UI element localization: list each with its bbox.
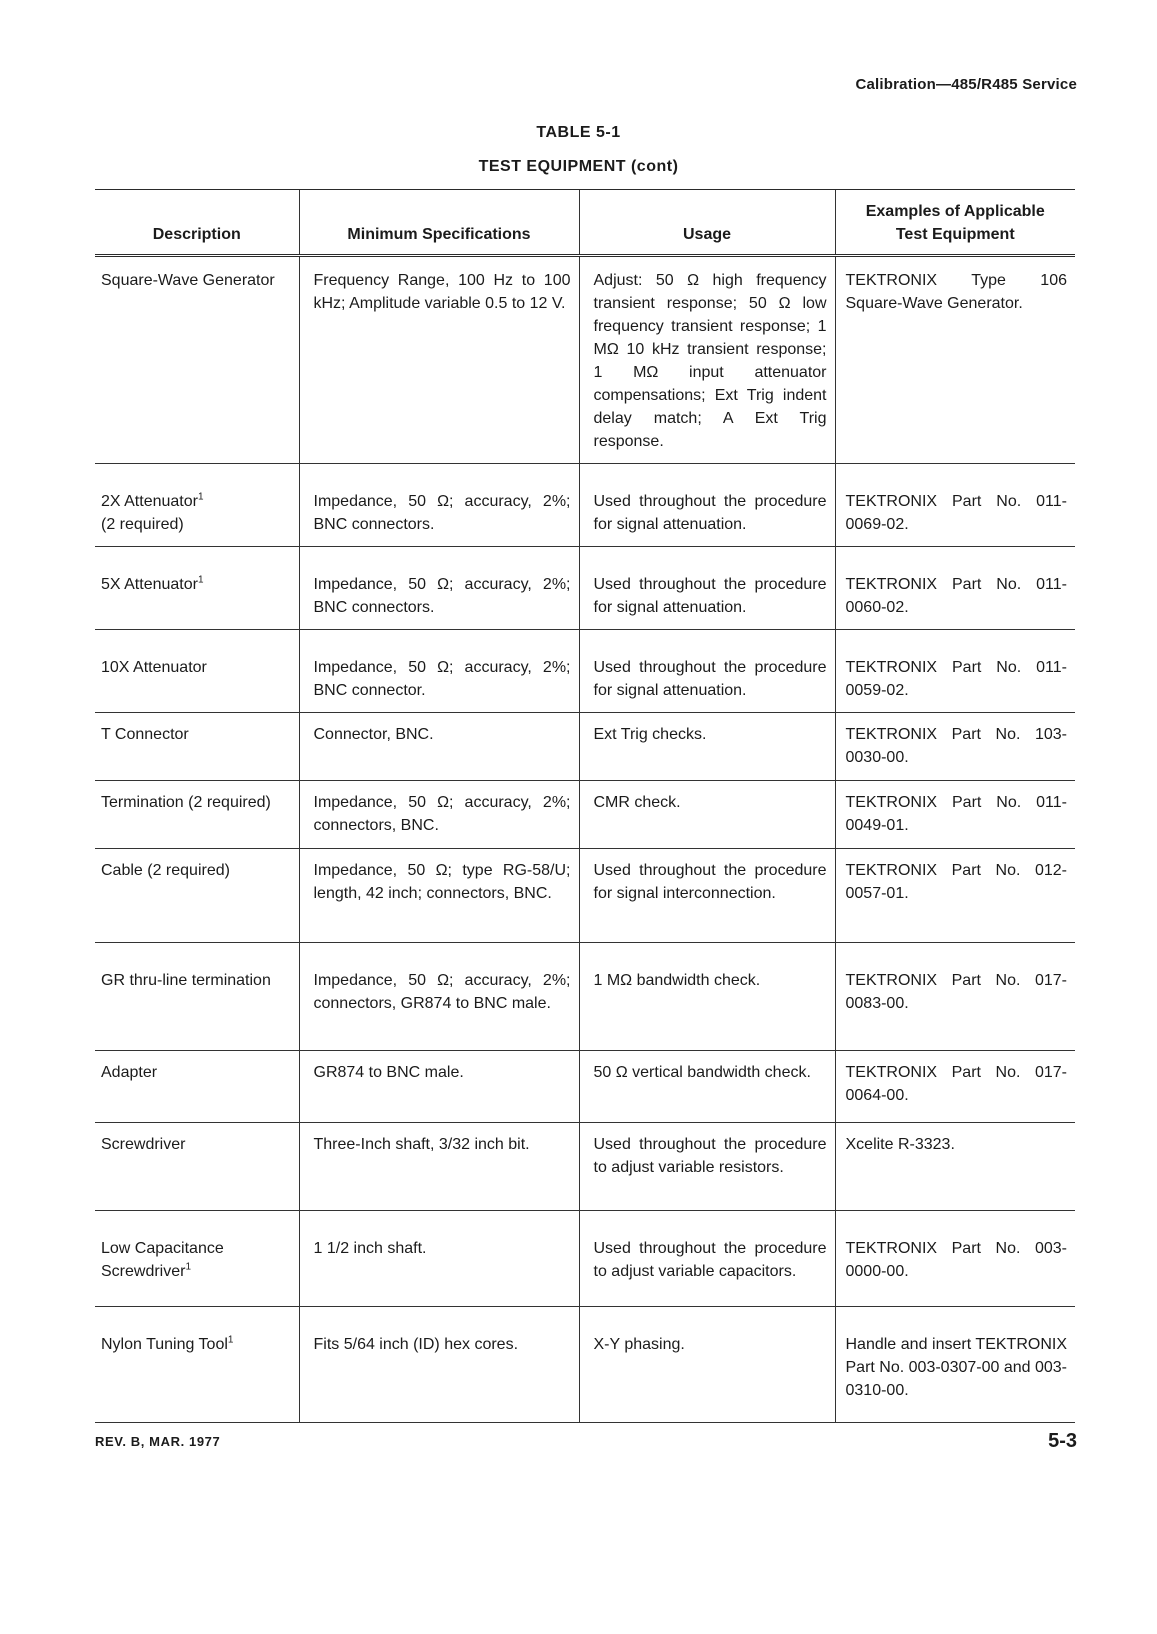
description-text: 10X Attenuator	[101, 659, 207, 676]
column-header-description: Description	[95, 190, 299, 256]
cell-specifications: Fits 5/64 inch (ID) hex cores.	[299, 1307, 579, 1423]
cell-description	[95, 713, 299, 781]
cell-description	[95, 1123, 299, 1211]
cell-description	[95, 630, 299, 713]
cell-specifications: Impedance, 50 Ω; accuracy, 2%; connectors, GR874 to BNC male.	[299, 943, 579, 1051]
description-text: Screwdriver	[101, 1136, 186, 1153]
table-number: TABLE 5-1	[536, 124, 621, 141]
cell-examples: TEKTRONIX Part No. 017-0083-00.	[835, 943, 1075, 1051]
cell-description	[95, 256, 299, 464]
cell-usage: Used throughout the procedure for signal interconnection.	[579, 849, 835, 943]
cell-examples: Xcelite R-3323.	[835, 1123, 1075, 1211]
footnote-marker: 1	[197, 491, 204, 503]
cell-usage: 1 MΩ bandwidth check.	[579, 943, 835, 1051]
column-header-examples-line2: Test Equipment	[895, 226, 1015, 243]
cell-examples: Handle and insert TEKTRONIX Part No. 003-0307-00 and 003-0310-00.	[835, 1307, 1075, 1423]
cell-examples: TEKTRONIX Part No. 011-0069-02.	[835, 464, 1075, 547]
cell-description	[95, 943, 299, 1051]
cell-examples: TEKTRONIX Part No. 017-0064-00.	[835, 1051, 1075, 1123]
description-text: Low Capacitance Screwdriver	[101, 1240, 224, 1280]
table-row	[95, 630, 1075, 713]
footnote-marker: 1	[197, 574, 204, 586]
footnote-marker: 1	[185, 1261, 192, 1273]
description-text: Square-Wave Generator	[101, 272, 275, 289]
cell-usage: Used throughout the procedure for signal attenuation.	[579, 464, 835, 547]
column-header-examples	[835, 190, 1075, 256]
cell-description	[95, 547, 299, 630]
column-header-examples-line1: Examples of Applicable	[865, 203, 1045, 220]
description-text: Cable (2 required)	[101, 862, 230, 879]
description-text: 2X Attenuator	[101, 493, 198, 510]
table-header-row	[95, 190, 1075, 256]
cell-usage: Used throughout the procedure for signal attenuation.	[579, 630, 835, 713]
column-header-specifications: Minimum Specifications	[299, 190, 579, 256]
table-row	[95, 713, 1075, 781]
table-row	[95, 1211, 1075, 1307]
cell-description	[95, 464, 299, 547]
cell-description	[95, 1307, 299, 1423]
cell-specifications: Frequency Range, 100 Hz to 100 kHz; Amplitude variable 0.5 to 12 V.	[299, 256, 579, 464]
cell-description	[95, 849, 299, 943]
cell-specifications: GR874 to BNC male.	[299, 1051, 579, 1123]
table-row	[95, 781, 1075, 849]
cell-usage: Ext Trig checks.	[579, 713, 835, 781]
description-text: T Connector	[101, 726, 189, 743]
cell-description	[95, 1051, 299, 1123]
description-text: GR thru-line termination	[101, 972, 271, 989]
description-text: Termination (2 required)	[101, 794, 271, 811]
running-head: Calibration—485/R485 Service	[855, 76, 1077, 93]
cell-specifications: Connector, BNC.	[299, 713, 579, 781]
cell-usage: Used throughout the procedure to adjust variable resistors.	[579, 1123, 835, 1211]
cell-usage: 50 Ω vertical bandwidth check.	[579, 1051, 835, 1123]
description-text: 5X Attenuator	[101, 576, 198, 593]
table-row	[95, 849, 1075, 943]
cell-specifications: Impedance, 50 Ω; accuracy, 2%; connectors, BNC.	[299, 781, 579, 849]
page-number: 5-3	[1048, 1430, 1077, 1452]
cell-specifications: Impedance, 50 Ω; type RG-58/U; length, 42 inch; connectors, BNC.	[299, 849, 579, 943]
cell-examples: TEKTRONIX Part No. 012-0057-01.	[835, 849, 1075, 943]
cell-examples: TEKTRONIX Part No. 011-0049-01.	[835, 781, 1075, 849]
cell-examples: TEKTRONIX Part No. 011-0059-02.	[835, 630, 1075, 713]
column-header-usage: Usage	[579, 190, 835, 256]
cell-usage: Adjust: 50 Ω high frequency transient response; 50 Ω low frequency transient response; 1 MΩ 10 kHz transient response; 1 MΩ input attenuator compensations; Ext Trig indent delay match; A Ext Trig response.	[579, 256, 835, 464]
cell-specifications: Impedance, 50 Ω; accuracy, 2%; BNC connectors.	[299, 464, 579, 547]
cell-specifications: 1 1/2 inch shaft.	[299, 1211, 579, 1307]
cell-usage: Used throughout the procedure for signal attenuation.	[579, 547, 835, 630]
cell-usage: CMR check.	[579, 781, 835, 849]
cell-specifications: Impedance, 50 Ω; accuracy, 2%; BNC connector.	[299, 630, 579, 713]
description-text: Nylon Tuning Tool	[101, 1336, 228, 1353]
cell-examples: TEKTRONIX Part No. 103-0030-00.	[835, 713, 1075, 781]
description-extra: (2 required)	[101, 516, 184, 533]
table-title: TEST EQUIPMENT (cont)	[478, 158, 679, 175]
cell-examples: TEKTRONIX Type 106 Square-Wave Generator.	[835, 256, 1075, 464]
revision-date: REV. B, MAR. 1977	[95, 1434, 221, 1449]
table-row	[95, 547, 1075, 630]
cell-description	[95, 1211, 299, 1307]
test-equipment-table	[95, 189, 1075, 1423]
cell-examples: TEKTRONIX Part No. 003-0000-00.	[835, 1211, 1075, 1307]
table-row	[95, 1307, 1075, 1423]
cell-specifications: Three-Inch shaft, 3/32 inch bit.	[299, 1123, 579, 1211]
cell-usage: X-Y phasing.	[579, 1307, 835, 1423]
cell-description	[95, 781, 299, 849]
table-row	[95, 1123, 1075, 1211]
cell-specifications: Impedance, 50 Ω; accuracy, 2%; BNC connectors.	[299, 547, 579, 630]
table-row	[95, 464, 1075, 547]
footnote-marker: 1	[227, 1334, 234, 1346]
table-row	[95, 256, 1075, 464]
cell-usage: Used throughout the procedure to adjust variable capacitors.	[579, 1211, 835, 1307]
table-row	[95, 1051, 1075, 1123]
table-row	[95, 943, 1075, 1051]
cell-examples: TEKTRONIX Part No. 011-0060-02.	[835, 547, 1075, 630]
description-text: Adapter	[101, 1064, 158, 1081]
